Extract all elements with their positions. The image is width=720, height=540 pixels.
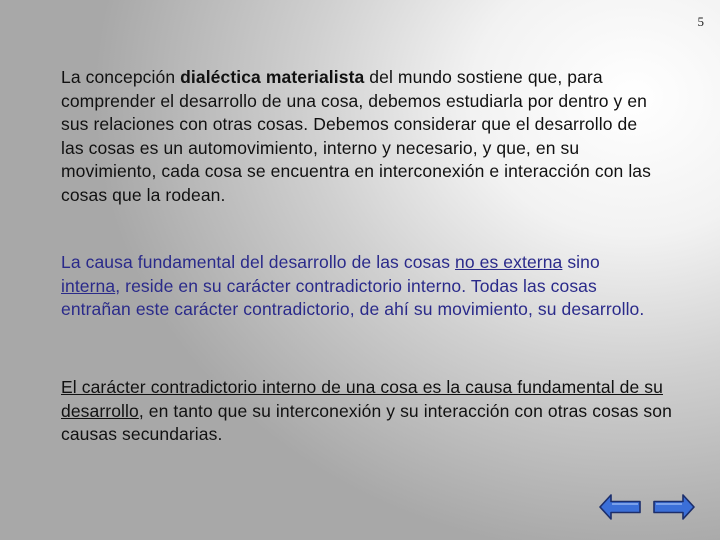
p3-text-rest: , en tanto que su interconexión y su interacción con otras cosas son causas secundarias. (61, 400, 672, 444)
p3-underline-statement: El carácter contradictorio interno de una cosa es la causa fundamental de su desarrollo (61, 377, 663, 421)
p2-underline-not-external: no es externa (455, 252, 563, 272)
previous-slide-button[interactable] (598, 492, 642, 527)
p1-text-end: del mundo sostiene que, para comprender el desarrollo de una cosa, debemos estudiarla por dentro y en sus relaciones con otras cosas. Debemos considerar que el desarrollo de las cosas es un automovimiento, interno y necesario, y que, en su movimiento, cada cosa se encuentra en interconexión e interacción con las cosas que la rodean. (61, 67, 651, 205)
arrow-right-icon (652, 492, 696, 522)
arrow-right-shape (654, 495, 694, 519)
arrow-left-icon (598, 492, 642, 522)
paragraph-fundamental-cause (61, 251, 661, 322)
p2-underline-internal: interna (61, 275, 116, 296)
p2-text-3: , reside en su carácter contradictorio interno. Todas las cosas entrañan este carácter contradictorio, de ahí su movimiento, su desarrollo. (61, 275, 645, 319)
p2-text-2: sino (562, 252, 600, 272)
arrow-left-shape (600, 495, 640, 519)
p1-bold-term: dialéctica materialista (180, 67, 365, 87)
p2-text-1: La causa fundamental del desarrollo de las cosas (61, 252, 456, 272)
next-slide-button[interactable] (652, 492, 696, 527)
page-number: 5 (697, 14, 704, 29)
paragraph-dialectic-conception (61, 66, 661, 207)
paragraph-contradictory-character (61, 376, 681, 447)
p1-text-start: La concepción (61, 67, 181, 87)
